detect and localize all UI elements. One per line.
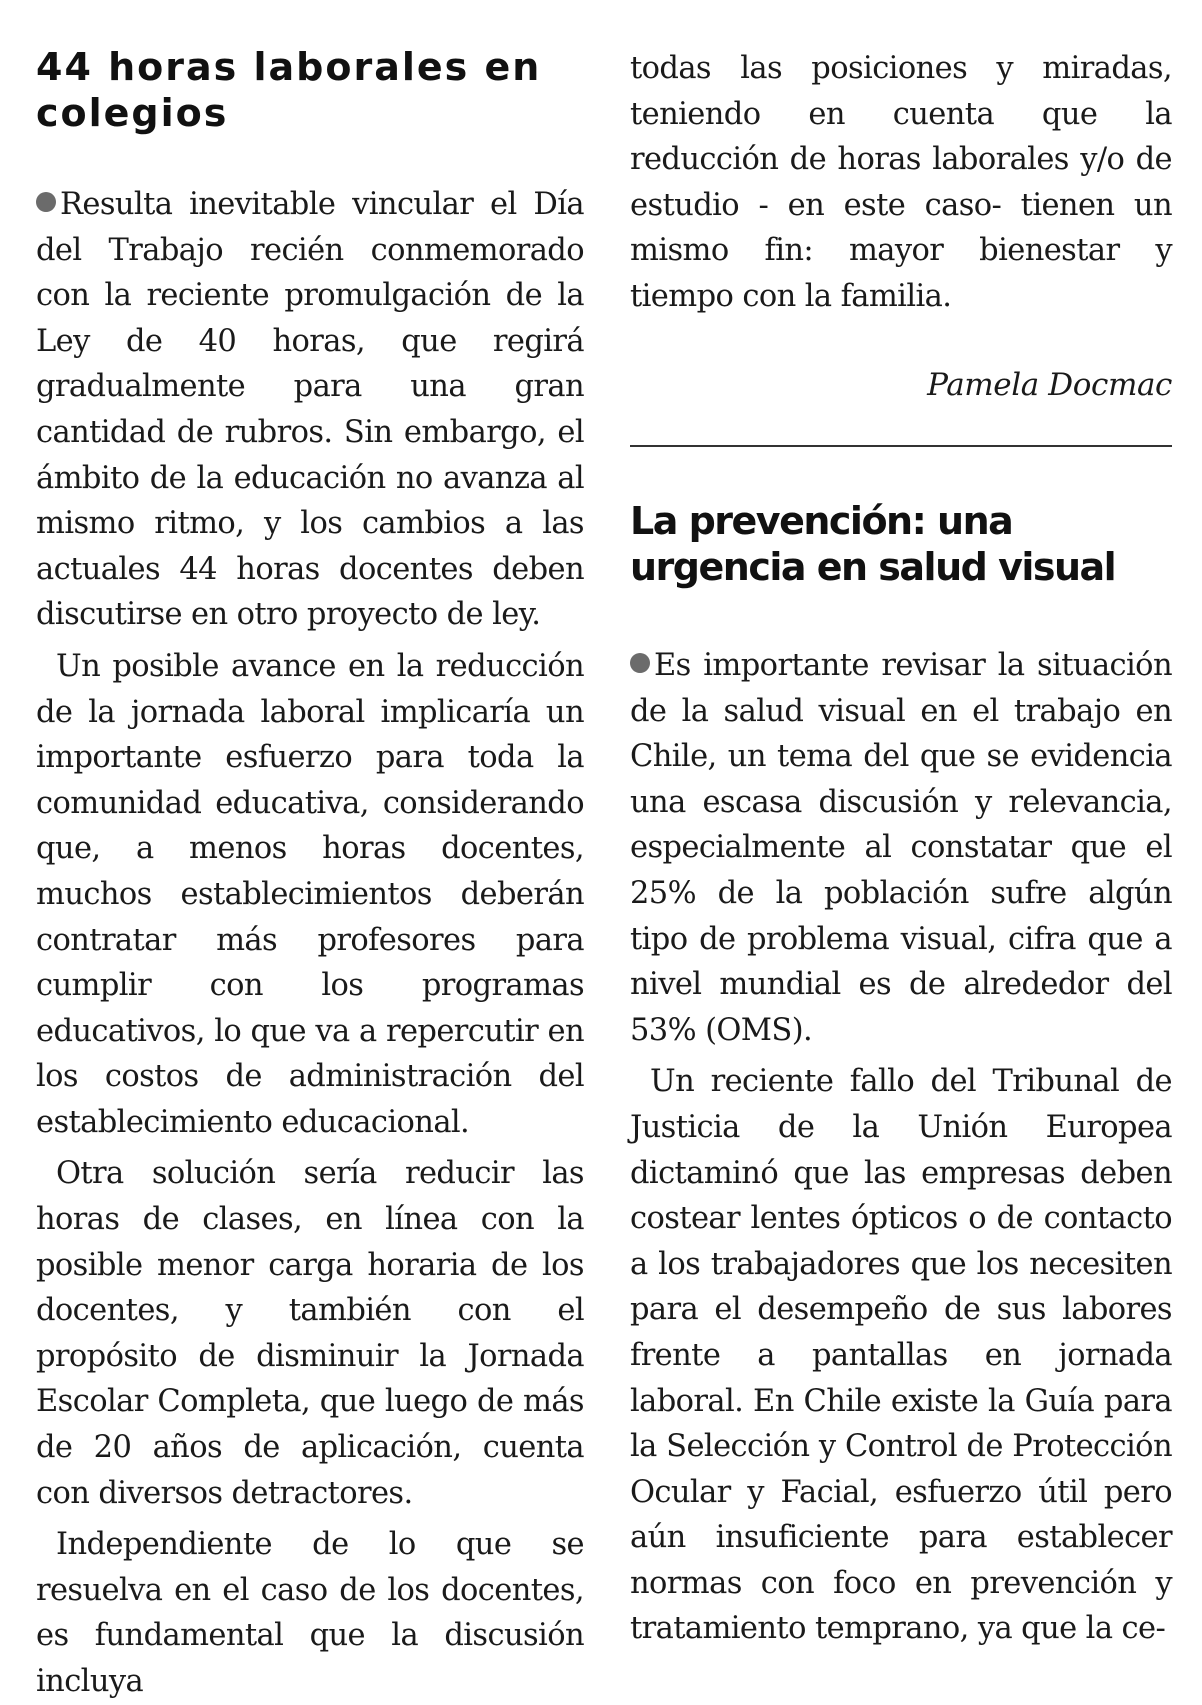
article1-paragraph-4-continued: todas las posiciones y miradas, teniendo en cuenta que la reducción de horas laborales y/o de estudio - en este caso- tienen un mismo fin: mayor bienestar y tiempo con la familia. — [630, 51, 1172, 314]
article1-paragraph-1: Resulta inevitable vincular el Día del Trabajo recién conmemorado con la reciente promulgación de la Ley de 40 horas, que regirá gradualmente para una gran cantidad de rubros. Sin embargo, el ámbito de la educación no avanza al mismo ritmo, y los cambios a las actuales 44 horas docentes deben discutirse en otro proyecto de ley. — [36, 187, 584, 633]
article1-headline: 44 horas laborales en colegios — [36, 45, 542, 135]
article1-body — [36, 182, 584, 1705]
article1-paragraph-3: Otra solución sería reducir las horas de clases, en línea con la posible menor carga horaria de los docentes, y también con el propósito de disminuir la Jornada Escolar Completa, que luego de más de 20 años de aplicación, cuenta con diversos detractores. — [36, 1156, 584, 1511]
bullet-icon — [36, 192, 56, 212]
bullet-icon — [630, 653, 650, 673]
article1-paragraph-4: Independiente de lo que se resuelva en el caso de los docentes, es fundamental que la discusión incluya — [36, 1527, 584, 1699]
article2-headline: La prevención: una urgencia en salud visual — [630, 499, 1116, 589]
article1-author: Pamela Docmac — [927, 367, 1172, 403]
section-divider — [630, 445, 1172, 447]
article1-paragraph-2: Un posible avance en la reducción de la jornada laboral implicaría un importante esfuerzo para toda la comunidad educativa, considerando que, a menos horas docentes, muchos establecimientos deberán contratar más profesores para cumplir con los programas educativos, lo que va a repercutir en los costos de administración del establecimiento educacional. — [36, 648, 584, 1140]
article1-continuation — [630, 46, 1172, 320]
article2-body — [630, 643, 1172, 1652]
article2-paragraph-2: Un reciente fallo del Tribunal de Justicia de la Unión Europea dictaminó que las empresas deben costear lentes ópticos o de contacto a los trabajadores que los necesiten para el desempeño de sus labores frente a pantallas en jornada laboral. En Chile existe la Guía para la Selección y Control de Protección Ocular y Facial, esfuerzo útil pero aún insuficiente para establecer normas con foco en prevención y tratamiento temprano, ya que la ce- — [630, 1064, 1172, 1647]
article2-paragraph-1: Es importante revisar la situación de la salud visual en el trabajo en Chile, un tema del que se evidencia una escasa discusión y relevancia, especialmente al constatar que el 25% de la población sufre algún tipo de problema visual, cifra que a nivel mundial es de alrededor del 53% (OMS). — [630, 648, 1172, 1048]
